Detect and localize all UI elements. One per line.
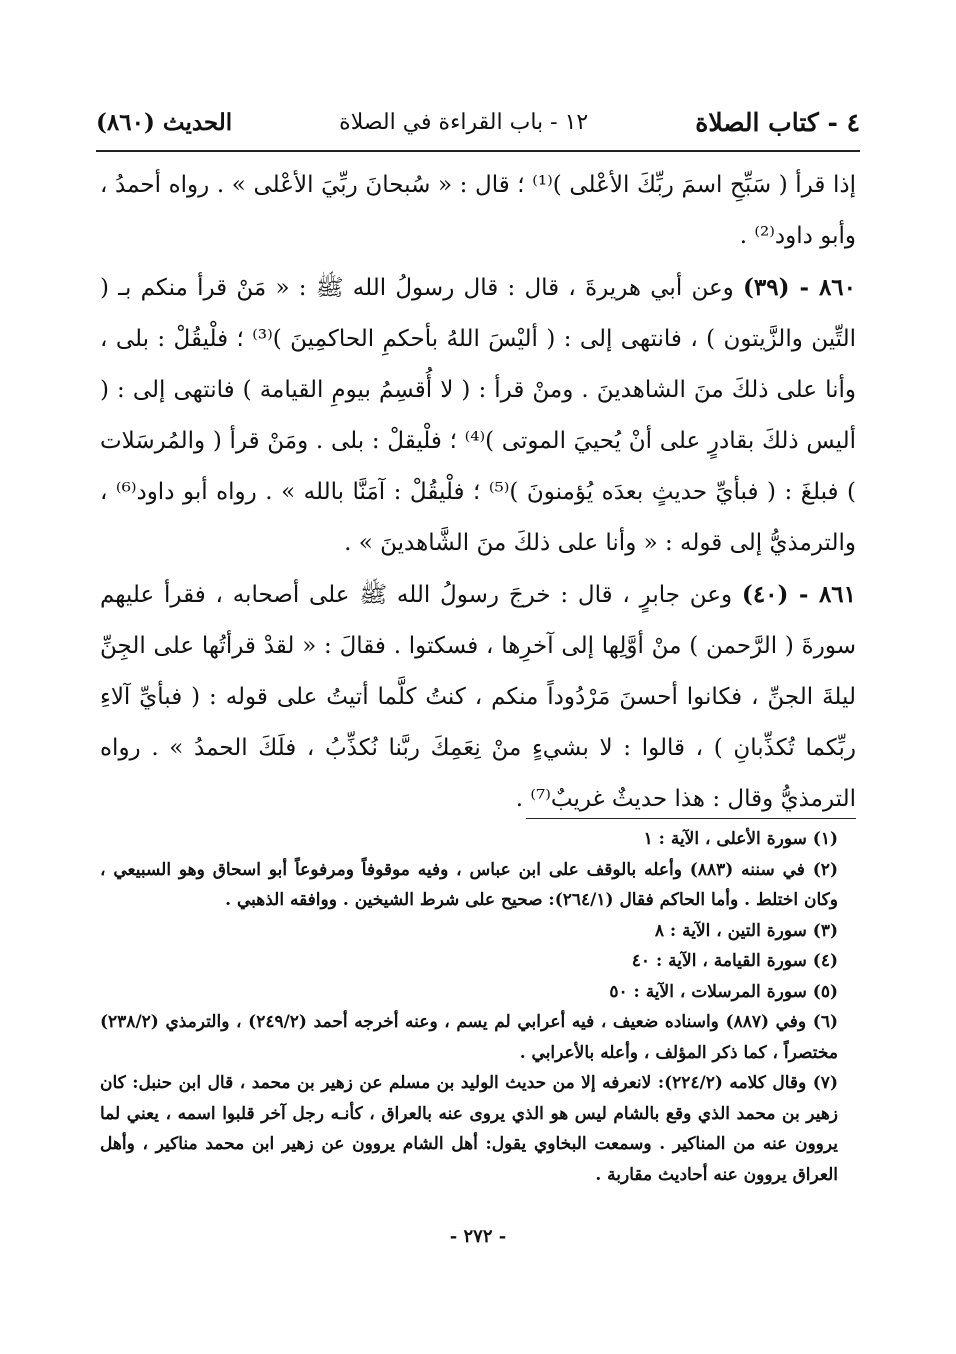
footnote: (٢) في سننه (٨٨٣) وأعله بالوقف على ابن عباس ، وفيه موقوفاً ومرفوعاً أبو اسحاق وهو السبيعي ، وكان اختلط . وأما الحاكم فقال (٢٦٤/١): صحيح على شرط الشيخين . ووافقه الذهبي . (100, 859, 838, 910)
running-header (96, 96, 860, 148)
footnote: (٣) سورة التين ، الآية : ٨ (654, 920, 838, 941)
hadith-text: وعن أبي هريرةَ ، قال : قال رسولُ الله ﷺ : « مَنْ قرأ منكم بـ ( التِّين والزَّيتون ) ، فانتهى إلى : ( أليْسَ اللهُ بأحكمِ الحاكمِينَ )⁽³⁾ ؛ فلْيقُلْ : بلى ، وأنا على ذلكَ منَ الشاهدينَ . ومنْ قرأ : ( لا أُقسِمُ بيومِ القيامة ) فانتهى إلى : ( أليس ذلكَ بقادرٍ على أنْ يُحييَ الموتى )⁽⁴⁾ ؛ فلْيقلْ : بلى . ومَنْ قرأ ( والمُرسَلات ) فبلغَ : ( فبأيِّ حديثٍ بعدَه يُؤمنونَ )⁽⁵⁾ ؛ فلْيقُلْ : آمَنَّا بالله » . رواه أبو داود⁽⁶⁾ ، والترمذيُّ إلى قوله : « وأنا على ذلكَ منَ الشَّاهدينَ » . (100, 275, 856, 556)
footnotes (100, 824, 856, 1190)
hadith-number: ٨٦٠ - (٣٩) (743, 274, 856, 301)
footnote-rule (526, 818, 856, 819)
main-text (100, 160, 856, 825)
hadith-860 (100, 262, 856, 569)
page-number: - ٢٧٢ - (449, 1226, 507, 1247)
chapter-title: ١٢ - باب القراءة في الصلاة (339, 109, 589, 135)
hadith-861 (100, 569, 856, 825)
footnote: (٥) سورة المرسلات ، الآية : ٥٠ (609, 981, 838, 1002)
hadith-number: ٨٦١ - (٤٠) (741, 581, 857, 608)
hadith-range: الحديث (٨٦٠) (96, 108, 233, 136)
footnote: (٤) سورة القيامة ، الآية : ٤٠ (631, 951, 838, 971)
hadith-text: وعن جابرٍ ، قال : خرجَ رسولُ الله ﷺ على أصحابه ، فقرأ عليهم سورةَ ( الرَّحمن ) منْ أوَّلِها إلى آخرِها ، فسكتوا . فقالَ : « لقدْ قرأتُها على الجِنِّ ليلةَ الجنِّ ، فكانوا أحسنَ مَرْدُوداً منكم ، كنتُ كلَّما أتيتُ على قوله : ( فبأيِّ آلاءِ ربِّكما تُكذِّبانِ ) ، قالوا : لا بشيءٍ منْ نِعَمِكَ ربَّنا نُكذِّبُ ، فلَكَ الحمدُ » . رواه الترمذيُّ وقال : هذا حديثٌ غريبٌ⁽⁷⁾ . (100, 582, 856, 812)
header-rule (96, 150, 860, 152)
footnote: (٧) وقال كلامه (٢٢٤/٢): لانعرفه إلا من حديث الوليد بن مسلم عن زهير بن محمد ، قال ابن حنبل: كان زهير بن محمد الذي وقع بالشام ليس هو الذي يروى عنه بالعراق ، كأنـه رجل آخر قلبوا اسمه ، يعني لما يروون عنه من المناكير . وسمعت البخاوي يقول: أهل الشام يروون عن زهير ابن محمد مناكير ، وأهل العراق يروون عنه أحاديث مقاربة . (100, 1073, 838, 1185)
footnote: (١) سورة الأعلى ، الآية : ١ (643, 829, 838, 849)
book-title: ٤ - كتاب الصلاة (695, 107, 860, 137)
footnote: (٦) وفي (٨٨٧) واسناده ضعيف ، فيه أعرابي لم يسم ، وعنه أخرجه أحمد (٢٤٩/٢) ، والترمذي (٢٣٨/٢) مختصراً ، كما ذكر المؤلف ، وأعله بالأعرابي . (100, 1012, 838, 1063)
paragraph-continuation: إذا قرأ ( سَبِّحِ اسمَ ربِّكَ الأعْلى )⁽¹⁾ ؛ قال : « سُبحانَ ربِّيَ الأعْلى » . رواه أحمدُ ، وأبو داود⁽²⁾ . (100, 172, 856, 249)
